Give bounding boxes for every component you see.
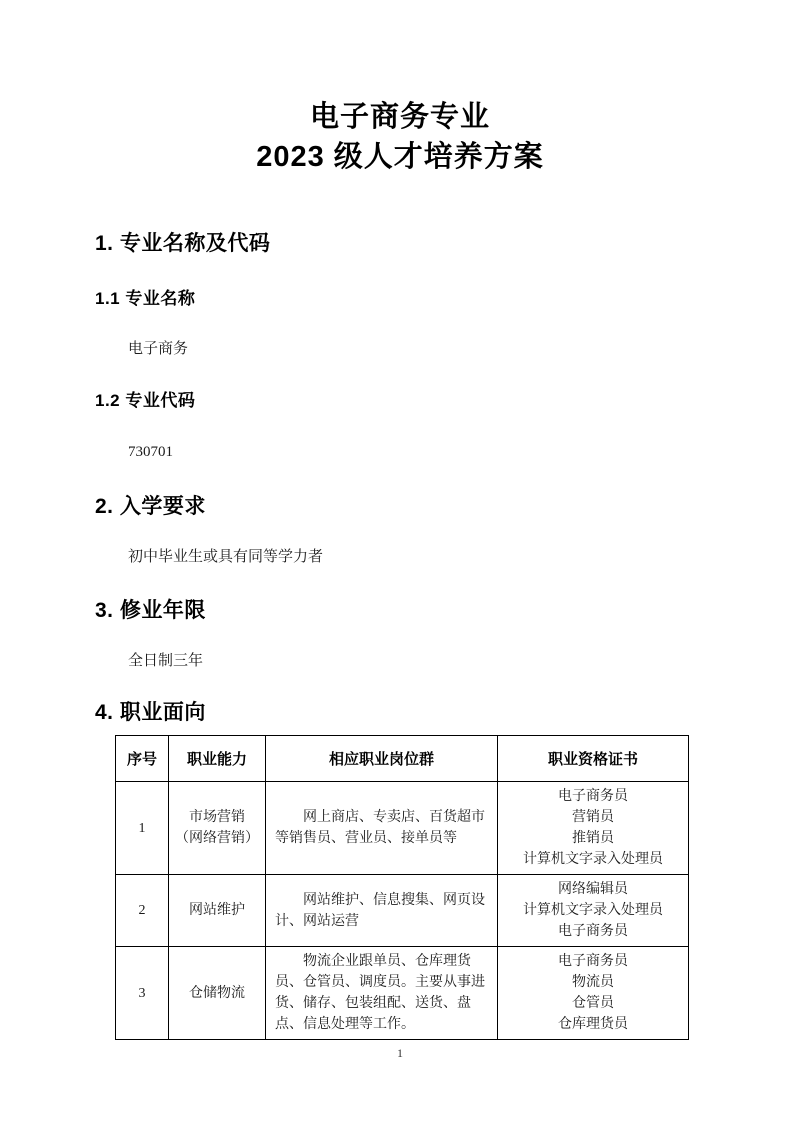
certificate-line: 电子商务员 [558,789,628,804]
certificate-line: 网络编辑员 [558,882,628,897]
section-heading-1-1: 1.1 专业名称 [95,289,196,308]
header-cell-number: 序号 [116,736,169,782]
header-cell-ability: 职业能力 [169,736,266,782]
cell-positions [266,947,498,1040]
cell-certificates [498,947,689,1040]
header-cell-certificates: 职业资格证书 [498,736,689,782]
cell-row-number: 2 [116,875,169,947]
ability-line: 市场营销 [189,810,245,825]
ability-line: 仓储物流 [189,985,245,1001]
cell-row-number: 1 [116,782,169,875]
table-row [116,875,689,947]
cell-positions [266,875,498,947]
certificate-line: 计算机文字录入处理员 [523,852,663,867]
document-title [0,0,800,177]
page-number: 1 [397,1046,403,1060]
cell-ability [169,947,266,1040]
certificate-line: 计算机文字录入处理员 [523,903,663,918]
certificate-line: 仓库理货员 [558,1017,628,1032]
document-title-line-1: 电子商务专业 [309,101,490,133]
certificate-line: 推销员 [572,831,614,846]
section-heading-4: 4. 职业面向 [95,701,206,724]
document-title-line-2: 2023 级人才培养方案 [256,141,544,173]
ability-line: 网站维护 [189,903,245,918]
table-header-row [116,736,689,782]
cell-certificates [498,782,689,875]
section-heading-1: 1. 专业名称及代码 [95,232,271,255]
section-heading-3: 3. 修业年限 [95,599,206,622]
cell-ability [169,782,266,875]
table-row [116,947,689,1040]
certificate-line: 仓管员 [572,996,614,1011]
paragraph-major-code: 730701 [128,444,173,460]
document-body [0,231,800,1040]
positions-paragraph: 物流企业跟单员、仓库理货员、仓管员、调度员。主要从事进货、储存、包装组配、送货、盘点、信息处理等工作。 [275,954,485,1032]
section-heading-1-2: 1.2 专业代码 [95,391,196,410]
cell-certificates [498,875,689,947]
paragraph-entry-requirement: 初中毕业生或具有同等学力者 [128,549,324,565]
table-row [116,782,689,875]
certificate-line: 营销员 [572,810,614,825]
paragraph-major-name: 电子商务 [128,341,189,357]
cell-ability [169,875,266,947]
cell-row-number: 3 [116,947,169,1040]
career-orientation-table [115,735,689,1040]
certificate-line: 电子商务员 [558,924,628,939]
positions-paragraph: 网上商店、专卖店、百货超市等销售员、营业员、接单员等 [275,810,485,846]
header-cell-positions: 相应职业岗位群 [266,736,498,782]
positions-paragraph: 网站维护、信息搜集、网页设计、网站运营 [275,892,485,929]
section-heading-2: 2. 入学要求 [95,495,206,518]
paragraph-study-duration: 全日制三年 [128,653,204,669]
ability-line: （网络营销） [175,831,259,846]
cell-positions [266,782,498,875]
certificate-line: 电子商务员 [558,954,628,969]
certificate-line: 物流员 [572,975,614,990]
